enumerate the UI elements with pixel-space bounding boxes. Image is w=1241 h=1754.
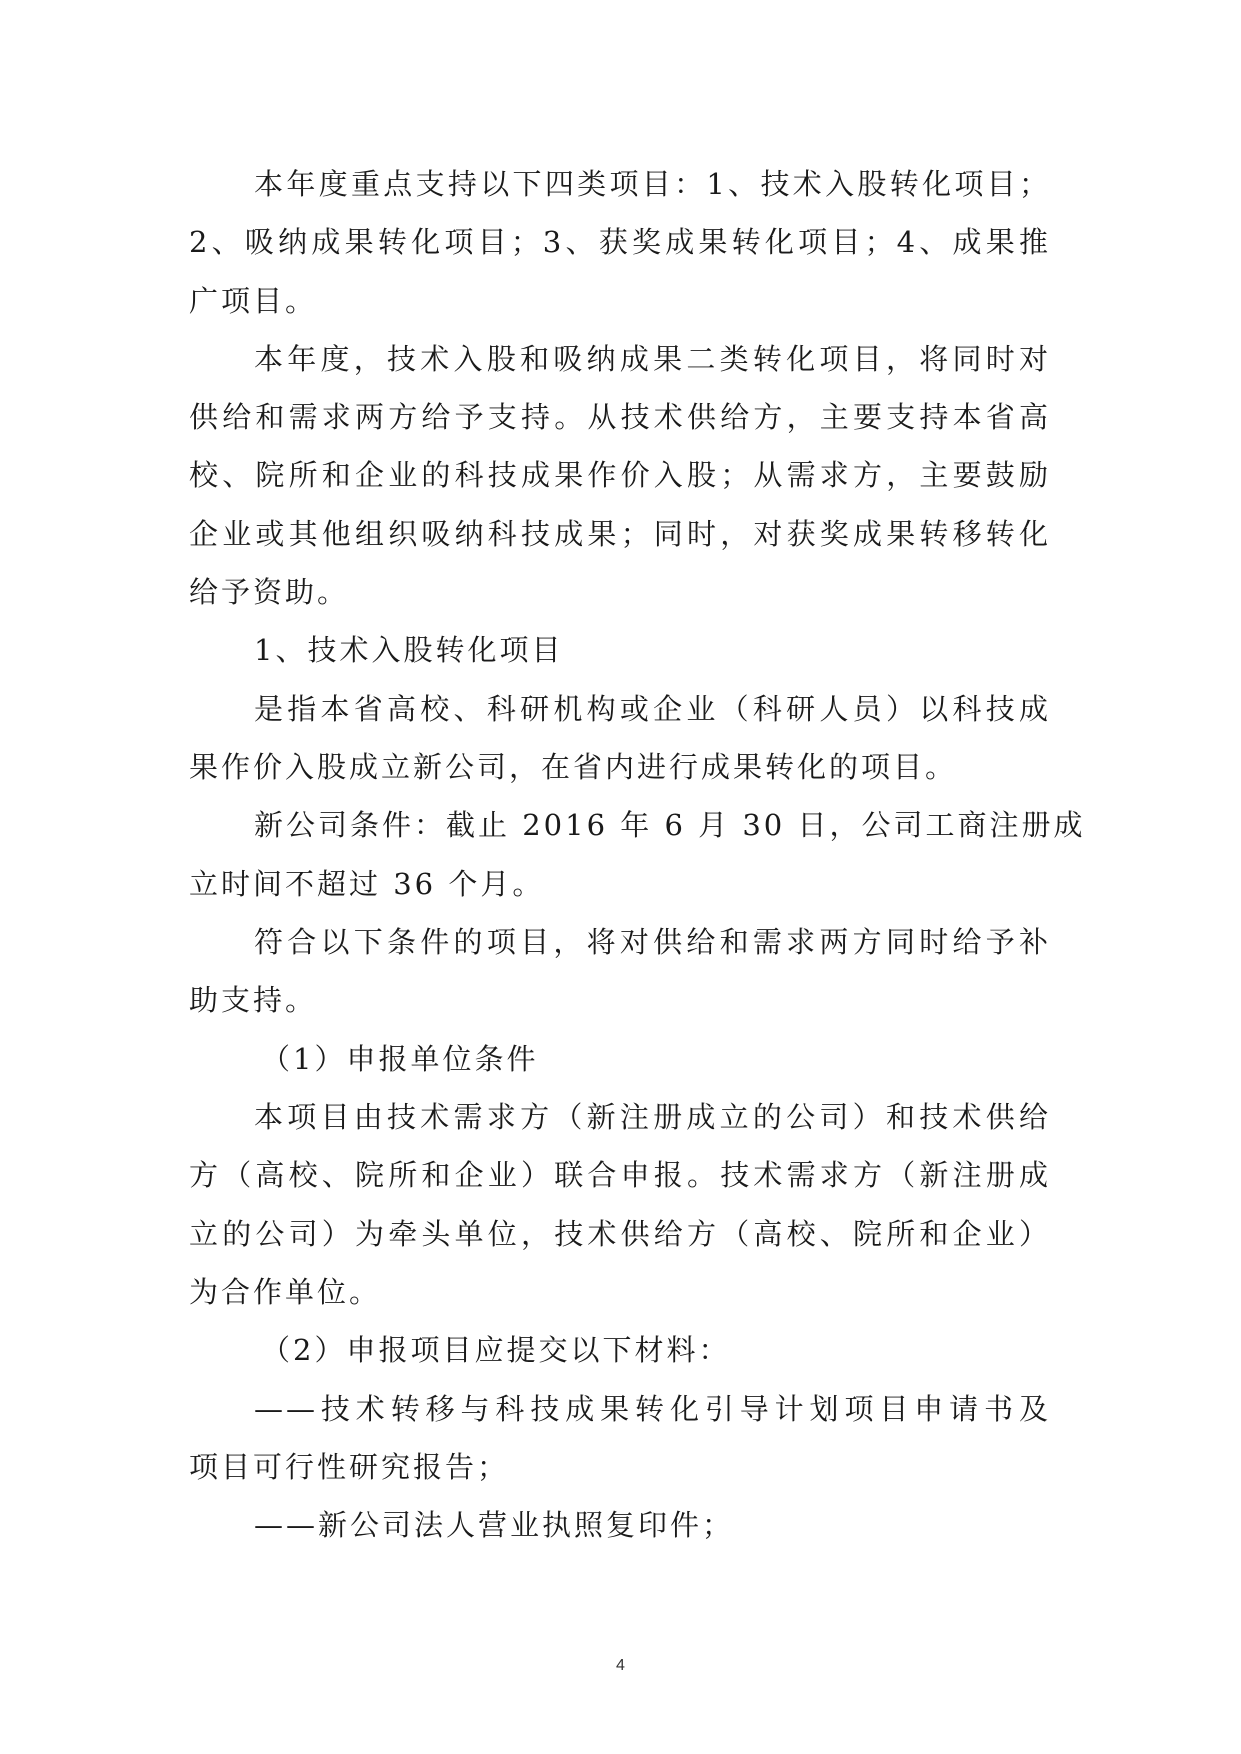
list-item-line-2: 项目可行性研究报告； xyxy=(189,1450,510,1484)
paragraph-line-3: 广项目。 xyxy=(189,284,318,318)
list-item-line-3: ——新公司法人营业执照复印件； xyxy=(254,1508,735,1542)
paragraph-line-4: 本年度，技术入股和吸纳成果二类转化项目，将同时对 xyxy=(254,342,1051,376)
paragraph-line-19: 立的公司）为牵头单位，技术供给方（高校、院所和企业） xyxy=(189,1217,1051,1251)
paragraph-line-17: 本项目由技术需求方（新注册成立的公司）和技术供给 xyxy=(254,1100,1051,1134)
page-number: 4 xyxy=(616,1657,625,1674)
paragraph-line-1: 本年度重点支持以下四类项目：1、技术入股转化项目； xyxy=(254,167,1051,201)
subsection-heading-1: （1）申报单位条件 xyxy=(261,1042,539,1076)
paragraph-line-13: 立时间不超过 36 个月。 xyxy=(189,867,545,901)
paragraph-line-15: 助支持。 xyxy=(189,983,318,1017)
paragraph-line-11: 果作价入股成立新公司，在省内进行成果转化的项目。 xyxy=(189,750,958,784)
paragraph-line-8: 给予资助。 xyxy=(189,575,350,609)
paragraph-line-20: 为合作单位。 xyxy=(189,1275,382,1309)
paragraph-line-2: 2、吸纳成果转化项目；3、获奖成果转化项目；4、成果推 xyxy=(189,225,1051,259)
paragraph-line-14: 符合以下条件的项目，将对供给和需求两方同时给予补 xyxy=(254,925,1051,959)
list-item-line-1: ——技术转移与科技成果转化引导计划项目申请书及 xyxy=(254,1392,1051,1426)
paragraph-line-5: 供给和需求两方给予支持。从技术供给方，主要支持本省高 xyxy=(189,400,1051,434)
paragraph-line-10: 是指本省高校、科研机构或企业（科研人员）以科技成 xyxy=(254,692,1051,726)
section-heading-1: 1、技术入股转化项目 xyxy=(254,633,564,667)
paragraph-line-12: 新公司条件：截止 2016 年 6 月 30 日，公司工商注册成 xyxy=(254,808,1086,842)
subsection-heading-2: （2）申报项目应提交以下材料： xyxy=(261,1333,731,1367)
paragraph-line-6: 校、院所和企业的科技成果作价入股；从需求方，主要鼓励 xyxy=(189,458,1051,492)
paragraph-line-7: 企业或其他组织吸纳科技成果；同时，对获奖成果转移转化 xyxy=(189,517,1051,551)
paragraph-line-18: 方（高校、院所和企业）联合申报。技术需求方（新注册成 xyxy=(189,1158,1051,1192)
